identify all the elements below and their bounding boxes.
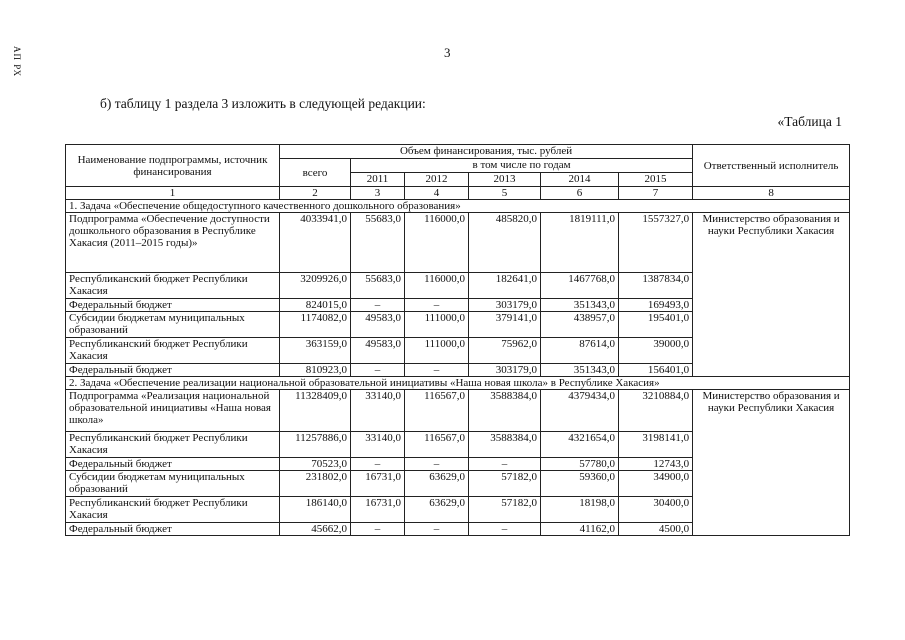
- table-row: [66, 390, 850, 432]
- column-number: 6: [541, 187, 619, 200]
- row-year-value: –: [351, 458, 405, 471]
- row-total: 45662,0: [280, 523, 351, 536]
- row-year-value: 18198,0: [541, 497, 619, 523]
- row-total: 363159,0: [280, 338, 351, 364]
- page-number: 3: [444, 45, 451, 60]
- row-year-value: 16731,0: [351, 497, 405, 523]
- section-title: 2. Задача «Обеспечение реализации национальной образовательной инициативы «Наша новая школа» в Республике Хакасия»: [66, 377, 850, 390]
- row-year-value: –: [405, 523, 469, 536]
- row-year-value: 1819111,0: [541, 213, 619, 273]
- responsible-executor: Министерство образования и науки Республики Хакасия: [693, 390, 850, 536]
- row-year-value: 55683,0: [351, 273, 405, 299]
- header-year: 2012: [405, 173, 469, 187]
- row-name: Субсидии бюджетам муниципальных образований: [66, 312, 280, 338]
- row-name: Республиканский бюджет Республики Хакасия: [66, 338, 280, 364]
- row-year-value: 41162,0: [541, 523, 619, 536]
- row-year-value: –: [405, 458, 469, 471]
- row-name: Субсидии бюджетам муниципальных образований: [66, 471, 280, 497]
- row-total: 824015,0: [280, 299, 351, 312]
- row-year-value: –: [351, 364, 405, 377]
- row-year-value: 3588384,0: [469, 432, 541, 458]
- row-year-value: 12743,0: [619, 458, 693, 471]
- row-total: 231802,0: [280, 471, 351, 497]
- column-number: 7: [619, 187, 693, 200]
- column-number: 5: [469, 187, 541, 200]
- header-executor: Ответственный исполнитель: [693, 145, 850, 187]
- row-total: 11257886,0: [280, 432, 351, 458]
- row-year-value: 57780,0: [541, 458, 619, 471]
- row-year-value: 116000,0: [405, 273, 469, 299]
- row-total: 810923,0: [280, 364, 351, 377]
- row-year-value: –: [469, 523, 541, 536]
- row-year-value: 30400,0: [619, 497, 693, 523]
- row-year-value: –: [405, 299, 469, 312]
- row-year-value: 4500,0: [619, 523, 693, 536]
- intro-text: б) таблицу 1 раздела 3 изложить в следующей редакции:: [100, 96, 426, 111]
- row-year-value: 33140,0: [351, 390, 405, 432]
- row-year-value: 116567,0: [405, 432, 469, 458]
- column-number: 8: [693, 187, 850, 200]
- row-year-value: 57182,0: [469, 471, 541, 497]
- header-year: 2014: [541, 173, 619, 187]
- row-year-value: 34900,0: [619, 471, 693, 497]
- row-name: Республиканский бюджет Республики Хакасия: [66, 273, 280, 299]
- row-name: Федеральный бюджет: [66, 523, 280, 536]
- column-number: 1: [66, 187, 280, 200]
- row-name: Федеральный бюджет: [66, 458, 280, 471]
- row-year-value: 156401,0: [619, 364, 693, 377]
- row-year-value: 63629,0: [405, 471, 469, 497]
- row-total: 11328409,0: [280, 390, 351, 432]
- row-year-value: 55683,0: [351, 213, 405, 273]
- section-title: 1. Задача «Обеспечение общедоступного качественного дошкольного образования»: [66, 200, 850, 213]
- row-year-value: –: [351, 299, 405, 312]
- row-total: 3209926,0: [280, 273, 351, 299]
- row-year-value: 59360,0: [541, 471, 619, 497]
- row-year-value: 351343,0: [541, 364, 619, 377]
- header-year: 2015: [619, 173, 693, 187]
- table-row: [66, 213, 850, 273]
- row-year-value: 16731,0: [351, 471, 405, 497]
- row-name: Федеральный бюджет: [66, 364, 280, 377]
- header-by-years: в том числе по годам: [351, 159, 693, 173]
- financing-table: [65, 144, 850, 536]
- row-year-value: 485820,0: [469, 213, 541, 273]
- row-year-value: 195401,0: [619, 312, 693, 338]
- row-total: 4033941,0: [280, 213, 351, 273]
- header-name: Наименование подпрограммы, источник финансирования: [66, 145, 280, 187]
- row-year-value: 39000,0: [619, 338, 693, 364]
- row-year-value: 4379434,0: [541, 390, 619, 432]
- row-year-value: 116567,0: [405, 390, 469, 432]
- header-total: всего: [280, 159, 351, 187]
- row-year-value: 87614,0: [541, 338, 619, 364]
- header-year: 2011: [351, 173, 405, 187]
- row-year-value: –: [405, 364, 469, 377]
- row-year-value: 49583,0: [351, 338, 405, 364]
- table-reference: «Таблица 1: [777, 114, 842, 129]
- row-year-value: –: [469, 458, 541, 471]
- row-year-value: 111000,0: [405, 338, 469, 364]
- side-mark: АП РХ: [12, 46, 22, 78]
- row-year-value: 116000,0: [405, 213, 469, 273]
- row-year-value: 1467768,0: [541, 273, 619, 299]
- row-year-value: 75962,0: [469, 338, 541, 364]
- row-year-value: 182641,0: [469, 273, 541, 299]
- row-name: Подпрограмма «Обеспечение доступности дошкольного образования в Республике Хакасия (2011–2015 годы)»: [66, 213, 280, 273]
- row-year-value: 111000,0: [405, 312, 469, 338]
- row-year-value: 1387834,0: [619, 273, 693, 299]
- row-year-value: 351343,0: [541, 299, 619, 312]
- row-year-value: 438957,0: [541, 312, 619, 338]
- row-year-value: 303179,0: [469, 364, 541, 377]
- row-year-value: –: [351, 523, 405, 536]
- row-total: 1174082,0: [280, 312, 351, 338]
- row-year-value: 1557327,0: [619, 213, 693, 273]
- row-year-value: 49583,0: [351, 312, 405, 338]
- row-name: Республиканский бюджет Республики Хакасия: [66, 432, 280, 458]
- header-volume: Объем финансирования, тыс. рублей: [280, 145, 693, 159]
- row-year-value: 3210884,0: [619, 390, 693, 432]
- row-name: Республиканский бюджет Республики Хакасия: [66, 497, 280, 523]
- header-year: 2013: [469, 173, 541, 187]
- responsible-executor: Министерство образования и науки Республики Хакасия: [693, 213, 850, 377]
- row-year-value: 3588384,0: [469, 390, 541, 432]
- row-year-value: 63629,0: [405, 497, 469, 523]
- row-year-value: 169493,0: [619, 299, 693, 312]
- row-total: 70523,0: [280, 458, 351, 471]
- row-year-value: 33140,0: [351, 432, 405, 458]
- column-number: 3: [351, 187, 405, 200]
- row-year-value: 57182,0: [469, 497, 541, 523]
- column-number: 4: [405, 187, 469, 200]
- row-name: Федеральный бюджет: [66, 299, 280, 312]
- row-year-value: 4321654,0: [541, 432, 619, 458]
- row-year-value: 379141,0: [469, 312, 541, 338]
- row-year-value: 3198141,0: [619, 432, 693, 458]
- row-name: Подпрограмма «Реализация национальной образовательной инициативы «Наша новая школа»: [66, 390, 280, 432]
- row-year-value: 303179,0: [469, 299, 541, 312]
- row-total: 186140,0: [280, 497, 351, 523]
- column-number: 2: [280, 187, 351, 200]
